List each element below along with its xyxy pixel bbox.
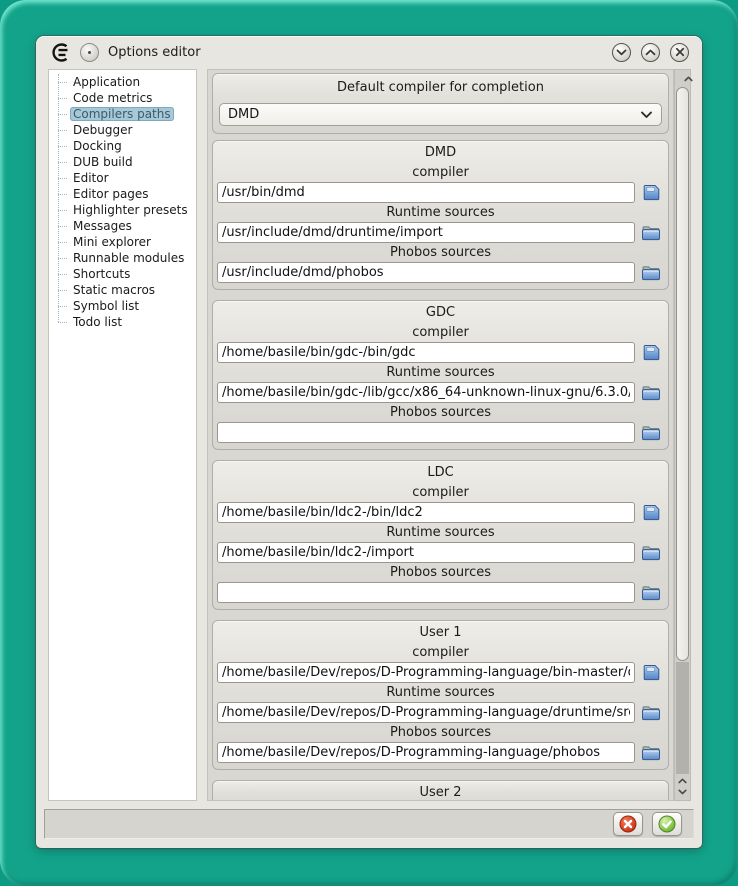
path-field <box>217 563 664 603</box>
path-input[interactable] <box>217 222 635 243</box>
scrollbar-thumb[interactable] <box>676 87 689 661</box>
field-label: Phobos sources <box>389 245 492 260</box>
sidebar-item-debugger[interactable] <box>49 122 196 138</box>
folder-icon <box>641 585 661 601</box>
path-field <box>217 363 664 403</box>
field-label: Phobos sources <box>389 725 492 740</box>
sidebar-item-label: Symbol list <box>73 299 140 313</box>
path-field <box>217 683 664 723</box>
sidebar-item-runnable-modules[interactable] <box>49 250 196 266</box>
path-input[interactable] <box>217 742 635 763</box>
app-logo-icon <box>49 43 71 62</box>
cancel-icon <box>619 815 637 833</box>
cancel-button[interactable] <box>613 812 643 836</box>
path-input[interactable] <box>217 422 635 443</box>
sidebar-item-label: Debugger <box>73 123 133 137</box>
chevron-down-icon <box>616 49 627 56</box>
path-field <box>217 203 664 243</box>
scrollbar-track[interactable] <box>676 662 689 774</box>
open-file-button[interactable] <box>638 183 664 203</box>
compiler-groups-container <box>210 140 671 801</box>
sidebar-item-highlighter-presets[interactable] <box>49 202 196 218</box>
folder-icon <box>641 425 661 441</box>
file-icon <box>642 344 661 361</box>
path-input[interactable] <box>217 342 635 363</box>
options-editor-window <box>36 36 702 848</box>
maximize-button[interactable] <box>641 43 660 62</box>
sidebar-item-label: Editor pages <box>73 187 149 201</box>
options-panel <box>207 69 674 801</box>
group-title: User 2 <box>419 785 462 800</box>
path-field <box>217 243 664 283</box>
sidebar-item-editor-pages[interactable] <box>49 186 196 202</box>
field-label: Phobos sources <box>389 565 492 580</box>
sidebar-item-symbol-list[interactable] <box>49 298 196 314</box>
path-input[interactable] <box>217 382 635 403</box>
folder-icon <box>641 225 661 241</box>
select-folder-button[interactable] <box>638 583 664 603</box>
folder-icon <box>641 545 661 561</box>
scroll-down-button[interactable] <box>676 788 689 797</box>
path-field <box>217 723 664 763</box>
scroll-up-button[interactable] <box>675 71 701 86</box>
compiler-group-user-1 <box>212 620 669 770</box>
field-label: compiler <box>412 645 469 660</box>
sidebar-item-code-metrics[interactable] <box>49 90 196 106</box>
sidebar-item-todo-list[interactable] <box>49 314 196 330</box>
group-fields <box>217 483 664 603</box>
select-folder-button[interactable] <box>638 703 664 723</box>
sidebar-item-shortcuts[interactable] <box>49 266 196 282</box>
scroll-up-button-2[interactable] <box>676 777 689 786</box>
sidebar-item-label: Runnable modules <box>73 251 185 265</box>
sidebar-item-label: Application <box>73 75 141 89</box>
default-compiler-group <box>212 73 669 134</box>
default-compiler-select[interactable] <box>219 103 662 126</box>
group-title: Default compiler for completion <box>337 80 544 95</box>
minimize-button[interactable] <box>612 43 631 62</box>
sidebar-item-mini-explorer[interactable] <box>49 234 196 250</box>
combo-selected-value: DMD <box>228 107 260 122</box>
path-field <box>217 403 664 443</box>
path-input[interactable] <box>217 662 635 683</box>
open-file-button[interactable] <box>638 663 664 683</box>
path-field <box>217 523 664 563</box>
sidebar-item-label: Mini explorer <box>73 235 151 249</box>
compiler-group-user-2 <box>212 780 669 801</box>
sidebar-item-compilers-paths[interactable] <box>49 106 196 122</box>
path-input[interactable] <box>217 542 635 563</box>
path-input[interactable] <box>217 582 635 603</box>
sidebar-item-label: Docking <box>73 139 122 153</box>
select-folder-button[interactable] <box>638 263 664 283</box>
open-file-button[interactable] <box>638 503 664 523</box>
field-label: Runtime sources <box>386 365 495 380</box>
path-input[interactable] <box>217 182 635 203</box>
sidebar-item-dub-build[interactable] <box>49 154 196 170</box>
sidebar-item-label: Messages <box>73 219 132 233</box>
dialog-button-bar <box>44 809 694 839</box>
sidebar-item-docking[interactable] <box>49 138 196 154</box>
scroll-bottom-buttons <box>675 774 690 799</box>
chevron-up-icon <box>684 76 693 82</box>
vertical-scrollbar <box>674 69 691 801</box>
group-title: LDC <box>427 465 454 480</box>
path-input[interactable] <box>217 702 635 723</box>
sidebar-item-static-macros[interactable] <box>49 282 196 298</box>
folder-icon <box>641 385 661 401</box>
compiler-group-ldc <box>212 460 669 610</box>
chevron-down-icon <box>678 789 687 795</box>
path-input[interactable] <box>217 502 635 523</box>
sidebar-item-label: Todo list <box>73 315 123 329</box>
chevron-down-icon <box>640 111 653 119</box>
group-title: DMD <box>424 145 457 160</box>
compiler-group-dmd <box>212 140 669 290</box>
group-title: GDC <box>425 305 456 320</box>
field-label: compiler <box>412 165 469 180</box>
folder-icon <box>641 265 661 281</box>
accept-button[interactable] <box>652 812 682 836</box>
path-field <box>217 163 664 203</box>
sidebar-item-label: Compilers paths <box>70 107 174 121</box>
close-button[interactable] <box>670 43 689 62</box>
path-field <box>217 483 664 523</box>
sidebar-tree <box>49 70 196 330</box>
folder-icon <box>641 745 661 761</box>
file-icon <box>642 184 661 201</box>
open-file-button[interactable] <box>638 343 664 363</box>
folder-icon <box>641 705 661 721</box>
compiler-group-gdc <box>212 300 669 450</box>
sidebar-item-messages[interactable] <box>49 218 196 234</box>
group-fields <box>217 643 664 763</box>
group-fields <box>217 323 664 443</box>
ok-icon <box>658 815 676 833</box>
field-label: compiler <box>412 485 469 500</box>
select-folder-button[interactable] <box>638 383 664 403</box>
sidebar-item-editor[interactable] <box>49 170 196 186</box>
sidebar-item-label: Shortcuts <box>73 267 131 281</box>
sidebar-item-application[interactable] <box>49 74 196 90</box>
chevron-up-icon <box>678 778 687 784</box>
field-label: Phobos sources <box>389 405 492 420</box>
path-input[interactable] <box>217 262 635 283</box>
field-label: Runtime sources <box>386 685 495 700</box>
field-label: compiler <box>412 325 469 340</box>
select-folder-button[interactable] <box>638 743 664 763</box>
close-icon <box>675 47 685 57</box>
path-field <box>217 323 664 363</box>
path-field <box>217 643 664 683</box>
window-title: Options editor <box>108 44 201 60</box>
sidebar-item-label: Static macros <box>73 283 156 297</box>
field-label: Runtime sources <box>386 205 495 220</box>
category-sidebar <box>48 69 197 801</box>
sidebar-item-label: Highlighter presets <box>73 203 188 217</box>
file-icon <box>642 504 661 521</box>
field-label: Runtime sources <box>386 525 495 540</box>
sidebar-item-label: Code metrics <box>73 91 153 105</box>
window-menu-button[interactable] <box>80 43 99 62</box>
select-folder-button[interactable] <box>638 543 664 563</box>
group-title: User 1 <box>419 625 462 640</box>
window-controls <box>612 43 689 62</box>
titlebar <box>36 36 702 68</box>
select-folder-button[interactable] <box>638 223 664 243</box>
file-icon <box>642 664 661 681</box>
select-folder-button[interactable] <box>638 423 664 443</box>
sidebar-item-label: DUB build <box>73 155 133 169</box>
chevron-up-icon <box>645 49 656 56</box>
group-fields <box>217 163 664 283</box>
sidebar-item-label: Editor <box>73 171 109 185</box>
